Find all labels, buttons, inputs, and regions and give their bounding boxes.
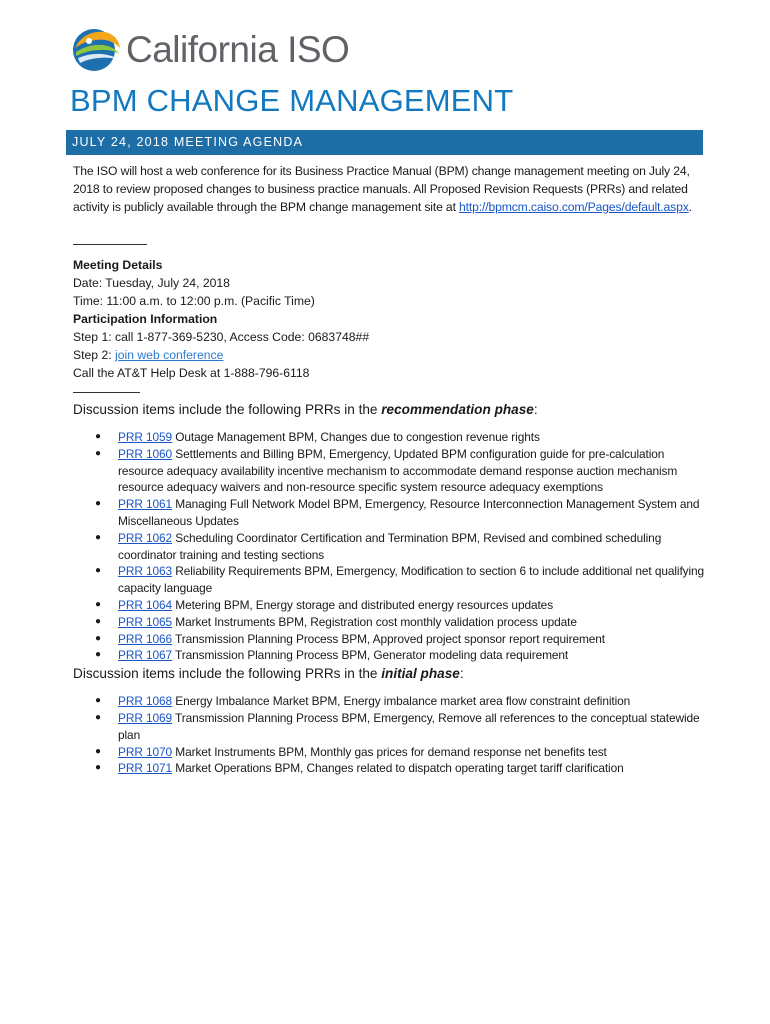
recommendation-suffix: : bbox=[533, 402, 538, 417]
bullet-icon: ● bbox=[95, 762, 101, 774]
step-2-prefix: Step 2: bbox=[73, 348, 116, 362]
recommendation-phase: recommendation phase bbox=[381, 402, 534, 417]
bullet-icon: ● bbox=[95, 431, 101, 442]
separator-line-2 bbox=[73, 382, 705, 400]
prr-link[interactable]: PRR 1063 bbox=[118, 564, 173, 579]
initial-suffix: : bbox=[459, 666, 464, 682]
prr-link[interactable]: PRR 1062 bbox=[118, 530, 173, 545]
prr-list-item bbox=[73, 760, 705, 777]
prr-link[interactable]: PRR 1060 bbox=[118, 446, 173, 461]
bullet-icon: ● bbox=[95, 447, 101, 459]
meeting-details bbox=[73, 256, 705, 382]
prr-description: Market Instruments BPM, Registration cost monthly validation process update bbox=[172, 614, 577, 629]
prr-list-item bbox=[73, 429, 705, 446]
prr-description: Transmission Planning Process BPM, Emergency, Remove all references to the conceptual statewide plan bbox=[118, 710, 700, 742]
prr-list-item bbox=[73, 647, 705, 664]
help-desk: Call the AT&T Help Desk at 1-888-796-6118 bbox=[73, 366, 310, 380]
step-2 bbox=[73, 346, 705, 364]
document-body bbox=[73, 162, 705, 777]
bullet-icon: ● bbox=[95, 632, 101, 644]
prr-link[interactable]: PRR 1067 bbox=[118, 648, 173, 663]
meeting-time: Time: 11:00 a.m. to 12:00 p.m. (Pacific Time) bbox=[73, 294, 315, 308]
prr-list-item bbox=[73, 530, 705, 564]
prr-description: Metering BPM, Energy storage and distributed energy resources updates bbox=[172, 597, 554, 612]
bullet-icon: ● bbox=[95, 745, 101, 757]
prr-link[interactable]: PRR 1071 bbox=[118, 761, 173, 776]
bullet-icon: ● bbox=[95, 531, 101, 543]
bullet-icon: ● bbox=[95, 695, 101, 707]
bpm-site-link[interactable]: http://bpmcm.caiso.com/Pages/default.aspx bbox=[459, 200, 689, 214]
meeting-date: Date: Tuesday, July 24, 2018 bbox=[73, 276, 230, 290]
bullet-icon: ● bbox=[95, 565, 101, 577]
prr-list-item bbox=[73, 446, 705, 496]
prr-description: Market Operations BPM, Changes related to dispatch operating target tariff clarification bbox=[172, 761, 624, 776]
recommendation-prr-list bbox=[73, 429, 705, 664]
participation-heading: Participation Information bbox=[73, 312, 218, 326]
intro-text: The ISO will host a web conference for its Business Practice Manual (BPM) change management meeting on July 24, 2018 to review proposed changes to business practice manuals. All Proposed Revision Requests (PRRs) and related activity is publicly available through the BPM change management site at bbox=[73, 164, 690, 214]
prr-list-item bbox=[73, 563, 705, 597]
prr-link[interactable]: PRR 1069 bbox=[118, 710, 173, 725]
prr-link[interactable]: PRR 1059 bbox=[118, 430, 173, 444]
logo-text: California ISO bbox=[126, 28, 350, 70]
initial-heading bbox=[73, 664, 705, 684]
prr-description: Transmission Planning Process BPM, Approved project sponsor report requirement bbox=[172, 631, 605, 646]
recommendation-prefix: Discussion items include the following PRRs in the bbox=[73, 402, 382, 417]
meeting-details-heading: Meeting Details bbox=[73, 258, 163, 272]
logo-sun-icon bbox=[72, 26, 122, 72]
prr-link[interactable]: PRR 1068 bbox=[118, 694, 173, 709]
bullet-icon: ● bbox=[95, 615, 101, 627]
prr-link[interactable]: PRR 1064 bbox=[118, 597, 173, 612]
prr-link[interactable]: PRR 1065 bbox=[118, 614, 173, 629]
meeting-agenda-banner: JULY 24, 2018 MEETING AGENDA bbox=[66, 130, 703, 155]
initial-prr-list bbox=[73, 693, 705, 777]
prr-list-item bbox=[73, 614, 705, 631]
prr-description: Settlements and Billing BPM, Emergency, Updated BPM configuration guide for pre-calculation resource adequacy availability incentive mechanism to accommodate demand response auction mechanism resource adequacy waivers and non-resource specific system resource adequacy exemptions bbox=[118, 446, 678, 495]
prr-list-item bbox=[73, 744, 705, 761]
prr-list-item bbox=[73, 710, 705, 744]
prr-description: Market Instruments BPM, Monthly gas prices for demand response net benefits test bbox=[172, 744, 607, 759]
initial-prefix: Discussion items include the following PRRs in the bbox=[73, 666, 382, 682]
recommendation-heading bbox=[73, 400, 705, 420]
prr-list-item bbox=[73, 631, 705, 648]
bullet-icon: ● bbox=[95, 711, 101, 723]
prr-link[interactable]: PRR 1066 bbox=[118, 631, 173, 646]
prr-list-item bbox=[73, 496, 705, 530]
intro-end: . bbox=[688, 200, 692, 214]
california-iso-logo bbox=[72, 26, 349, 72]
bullet-icon: ● bbox=[95, 498, 101, 510]
prr-description: Transmission Planning Process BPM, Generator modeling data requirement bbox=[172, 648, 569, 663]
bullet-icon: ● bbox=[95, 649, 101, 661]
prr-description: Reliability Requirements BPM, Emergency, Modification to section 6 to include additional net qualifying capacity language bbox=[118, 564, 705, 596]
intro-paragraph bbox=[73, 162, 705, 216]
prr-description: Scheduling Coordinator Certification and Termination BPM, Revised and combined scheduling coordinator training and testing sections bbox=[118, 530, 662, 562]
page-title: BPM CHANGE MANAGEMENT bbox=[70, 83, 514, 118]
bullet-icon: ● bbox=[95, 598, 101, 610]
join-web-conference-link[interactable]: join web conference bbox=[115, 348, 224, 362]
prr-list-item bbox=[73, 693, 705, 710]
prr-description: Outage Management BPM, Changes due to congestion revenue rights bbox=[172, 430, 540, 444]
step-1: Step 1: call 1-877-369-5230, Access Code: 0683748## bbox=[73, 330, 370, 344]
prr-link[interactable]: PRR 1061 bbox=[118, 497, 173, 512]
separator-line bbox=[73, 234, 705, 252]
initial-phase: initial phase bbox=[381, 666, 460, 682]
prr-link[interactable]: PRR 1070 bbox=[118, 744, 173, 759]
prr-description: Energy Imbalance Market BPM, Energy imbalance market area flow constraint definition bbox=[172, 694, 631, 709]
prr-description: Managing Full Network Model BPM, Emergency, Resource Interconnection Management System and Miscellaneous Updates bbox=[118, 497, 700, 528]
prr-list-item bbox=[73, 597, 705, 614]
